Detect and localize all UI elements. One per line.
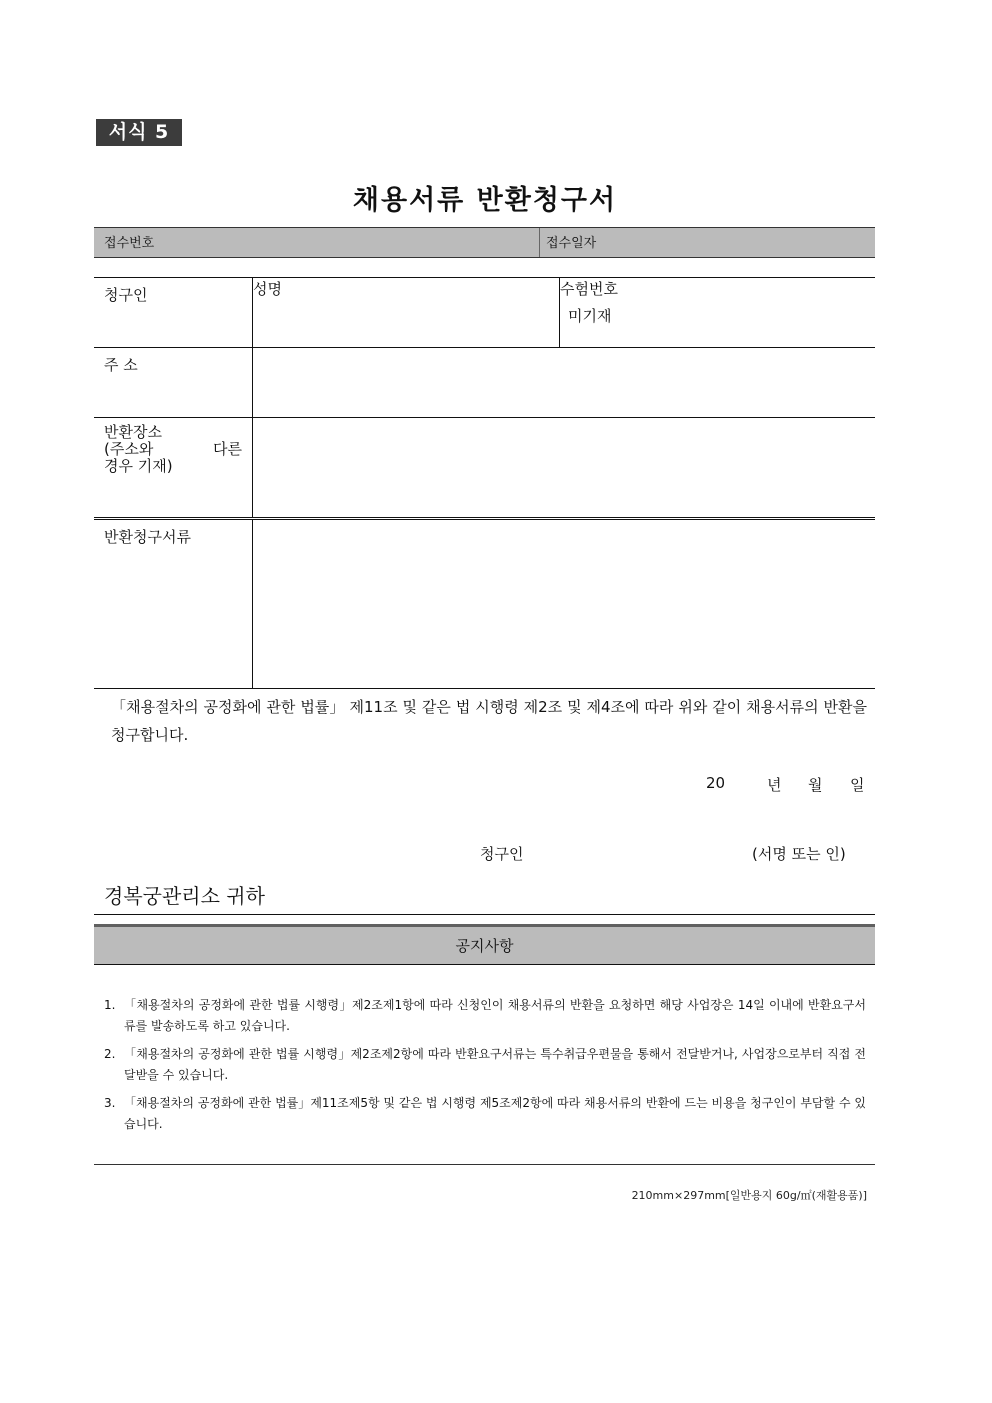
notice-item-text: 「채용절차의 공정화에 관한 법률 시행령」제2조제1항에 따라 신청인이 채용서류의 반환을 요청하면 해당 사업장은 14일 이내에 반환요구서류를 발송하도록 하고 있습니다. <box>124 998 866 1033</box>
month-label: 월 <box>808 776 823 794</box>
return-place-label-line1: 반환장소 <box>104 423 162 441</box>
name-field[interactable] <box>253 278 560 348</box>
addressee: 경복궁관리소 귀하 <box>104 884 265 908</box>
exam-number-value: 미기재 <box>568 307 612 325</box>
year-prefix: 20 <box>706 774 726 792</box>
claimant-info-table <box>94 277 875 518</box>
address-field[interactable] <box>253 348 876 418</box>
paper-spec-footer: 210mm×297mm[일반용지 60g/㎡(재활용품)] <box>631 1189 867 1202</box>
notice-item-text: 「채용절차의 공정화에 관한 법률」제11조제5항 및 같은 법 시행령 제5조제2항에 따라 채용서류의 반환에 드는 비용을 청구인이 부담할 수 있습니다. <box>124 1096 866 1131</box>
notice-item-number: 2. <box>104 1047 116 1061</box>
exam-number-field[interactable] <box>560 278 876 348</box>
return-place-row <box>94 418 875 518</box>
return-place-label-line2 <box>104 441 242 458</box>
return-documents-table <box>94 519 875 689</box>
receipt-number-field[interactable] <box>94 228 540 257</box>
document-title: 채용서류 반환청구서 <box>352 185 618 216</box>
year-label: 년 <box>767 776 782 794</box>
claimant-row <box>94 278 875 348</box>
return-documents-label: 반환청구서류 <box>94 520 253 689</box>
declaration-text: 「채용절차의 공정화에 관한 법률」 제11조 및 같은 법 시행령 제2조 및 제4조에 따라 위와 같이 채용서류의 반환을 청구합니다. <box>111 698 867 744</box>
exam-number-label: 수험번호 <box>560 280 618 298</box>
return-documents-field[interactable] <box>253 520 876 689</box>
receipt-date-label: 접수일자 <box>546 236 597 251</box>
divider <box>94 914 875 915</box>
receipt-bar <box>94 227 875 258</box>
notice-item-number: 1. <box>104 998 116 1012</box>
return-place-label <box>94 418 253 518</box>
return-place-label-line2-right: 다른 <box>213 440 242 458</box>
return-place-label-line3: 경우 기재) <box>104 457 173 475</box>
form-number-badge: 서식 5 <box>96 119 182 146</box>
signature-claimant-label: 청구인 <box>480 845 524 863</box>
notice-item-text: 「채용절차의 공정화에 관한 법률 시행령」제2조제2항에 따라 반환요구서류는 특수취급우편물을 통해서 전달받거나, 사업장으로부터 직접 전달받을 수 있습니다. <box>124 1047 866 1082</box>
return-place-label-line2-left: (주소와 <box>104 440 154 458</box>
receipt-date-field[interactable] <box>540 228 875 257</box>
day-label: 일 <box>850 776 865 794</box>
divider <box>94 1164 875 1165</box>
address-row <box>94 348 875 418</box>
notice-item <box>104 995 866 1037</box>
receipt-number-label: 접수번호 <box>104 236 155 251</box>
address-label: 주 소 <box>94 348 253 418</box>
signature-note[interactable]: (서명 또는 인) <box>752 845 846 863</box>
return-place-field[interactable] <box>253 418 876 518</box>
name-label: 성명 <box>253 280 282 298</box>
claimant-label: 청구인 <box>94 278 253 348</box>
notice-item <box>104 1044 866 1086</box>
notice-item-number: 3. <box>104 1096 116 1110</box>
notice-item <box>104 1093 866 1135</box>
notice-list <box>104 995 866 1142</box>
return-documents-row <box>94 520 875 689</box>
notice-header: 공지사항 <box>94 924 875 965</box>
